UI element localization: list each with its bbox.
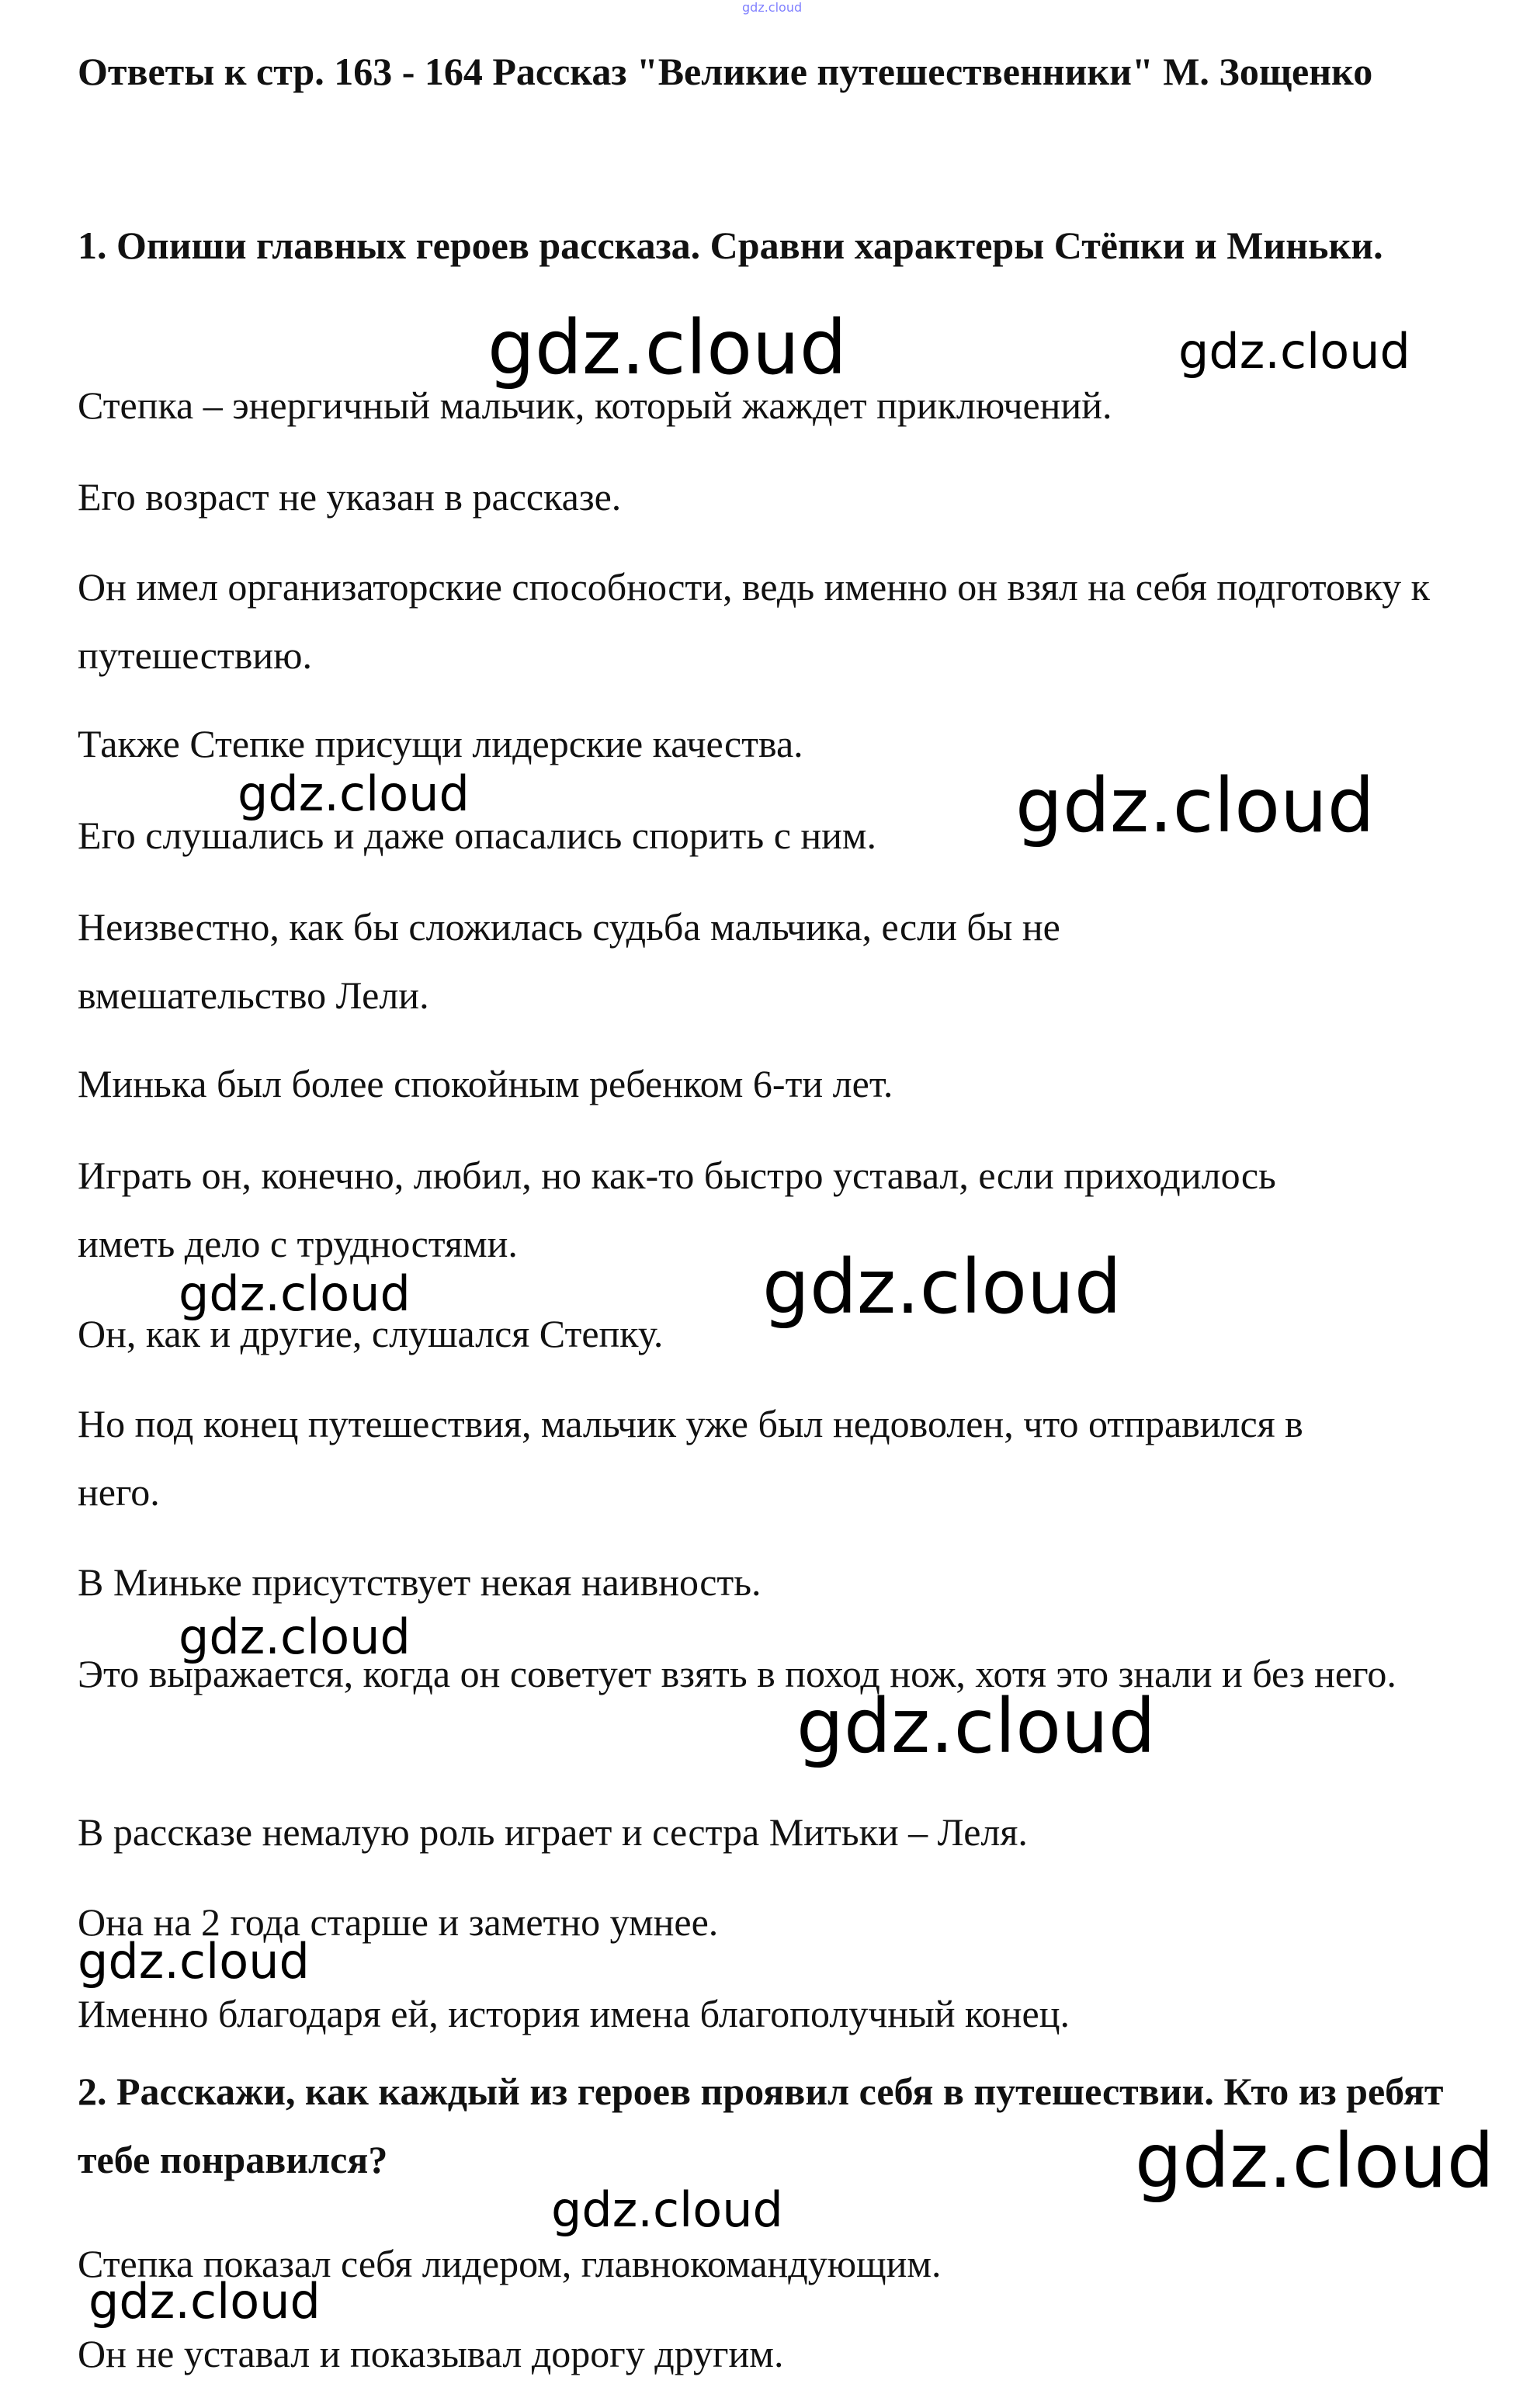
watermark: gdz.cloud — [238, 765, 470, 822]
answer-1-line-10: Но под конец путешествия, мальчик уже был недоволен, что отправился в него. — [78, 1402, 1303, 1514]
answer-1-line-15: Именно благодаря ей, история имена благополучный конец. — [78, 1992, 1070, 2035]
answer-1-line-13: В рассказе немалую роль играет и сестра Митьки – Леля. — [78, 1810, 1028, 1854]
answer-1-line-14: Она на 2 года старше и заметно умнее. — [78, 1900, 719, 1944]
watermark: gdz.cloud — [78, 1933, 310, 1990]
answer-1-line-2: Его возраст не указан в рассказе. — [78, 475, 622, 519]
answer-2-line-2: Он не уставал и показывал дорогу другим. — [78, 2332, 784, 2375]
question-2: 2. Расскажи, как каждый из героев проявил себя в путешествии. Кто из ребят тебе понравился? — [78, 2070, 1444, 2181]
page-title: Ответы к стр. 163 - 164 Рассказ "Великие путешественники" М. Зощенко — [78, 50, 1373, 93]
watermark: gdz.cloud — [88, 2273, 321, 2330]
answer-2-line-1: Степка показал себя лидером, главнокомандующим. — [78, 2242, 942, 2285]
answer-1-line-1: Степка – энергичный мальчик, который жаждет приключений. — [78, 383, 1112, 427]
answer-1-line-12: Это выражается, когда он советует взять в поход нож, хотя это знали и без него. — [78, 1652, 1396, 1695]
answer-1-line-7: Минька был более спокойным ребенком 6-ти лет. — [78, 1062, 893, 1105]
watermark: gdz.cloud — [179, 1608, 411, 1665]
watermark: gdz.cloud — [487, 304, 847, 391]
answer-1-line-5: Его слушались и даже опасались спорить с ним. — [78, 814, 877, 857]
watermark: gdz.cloud — [551, 2181, 783, 2238]
answer-1-line-8: Играть он, конечно, любил, но как-то быстро уставал, если приходилось иметь дело с трудностями. — [78, 1154, 1276, 1265]
watermark: gdz.cloud — [1015, 762, 1375, 849]
watermark: gdz.cloud — [179, 1265, 411, 1322]
watermark: gdz.cloud — [796, 1683, 1156, 1770]
answer-1-line-11: В Миньке присутствует некая наивность. — [78, 1560, 762, 1604]
watermark-top: gdz.cloud — [742, 0, 803, 15]
watermark: gdz.cloud — [1135, 2118, 1494, 2205]
answer-1-line-6: Неизвестно, как бы сложилась судьба мальчика, если бы не вмешательство Лели. — [78, 905, 1060, 1017]
watermark: gdz.cloud — [1178, 323, 1410, 380]
watermark: gdz.cloud — [762, 1244, 1122, 1331]
answer-1-line-4: Также Степке присущи лидерские качества. — [78, 722, 803, 765]
answer-1-line-9: Он, как и другие, слушался Степку. — [78, 1312, 664, 1355]
answer-1-line-3: Он имел организаторские способности, ведь именно он взял на себя подготовку к путешествию. — [78, 565, 1430, 677]
question-1: 1. Опиши главных героев рассказа. Сравни характеры Стёпки и Миньки. — [78, 224, 1383, 267]
